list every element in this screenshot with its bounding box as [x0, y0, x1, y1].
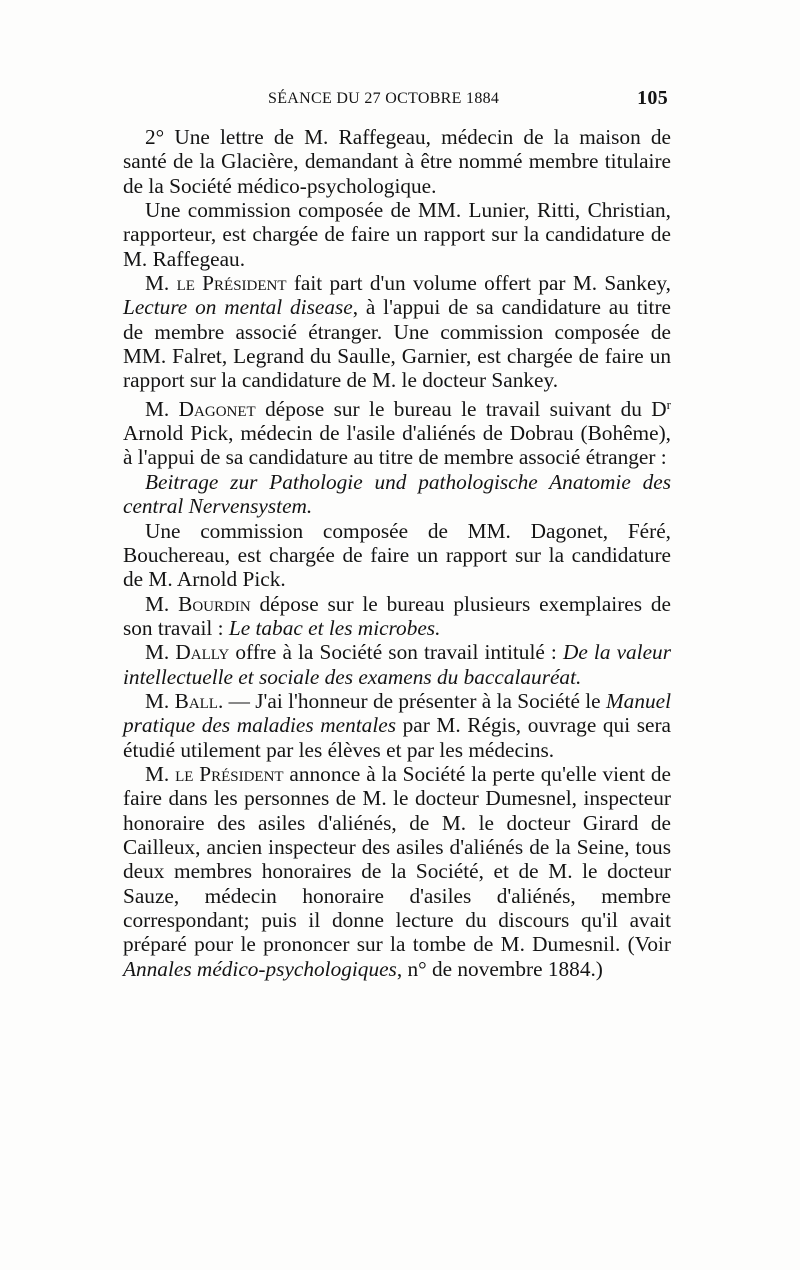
- speaker-prefix: M.: [145, 761, 170, 786]
- paragraph-text: par M. Régis, ouvrage qui sera étudié utilement par les élèves et par les médecins.: [123, 713, 671, 762]
- speaker-name: Ball.: [174, 688, 224, 713]
- superscript: r: [666, 396, 671, 412]
- paragraph-text: Arnold Pick, médecin de l'asile d'aliénés de Dobrau (Bohême), à l'appui de sa candidature au titre de membre associé étranger :: [123, 421, 671, 470]
- speaker-name: le Président: [175, 761, 284, 786]
- paragraph-text: 2° Une lettre de M. Raffegeau, médecin de la maison de santé de la Glacière, demandant à être nommé membre titulaire de la Société médico-psychologique.: [123, 125, 671, 198]
- speaker-name: Dagonet: [178, 396, 256, 421]
- paragraph-text: Une commission composée de MM. Dagonet, Féré, Bouchereau, est chargée de faire un rapport sur la candidature de M. Arnold Pick.: [123, 518, 671, 592]
- speaker-prefix: M.: [145, 591, 170, 616]
- paragraph-president-obituary: [123, 762, 671, 981]
- running-head: [268, 87, 668, 114]
- paragraph-dagonet: [123, 393, 671, 470]
- work-title: Annales médico-psychologiques: [123, 956, 397, 981]
- running-title: SÉANCE DU 27 OCTOBRE 1884: [268, 90, 500, 107]
- speaker-name: Dally: [175, 640, 230, 665]
- paragraph-sankey: [123, 271, 671, 393]
- speaker-name: le Président: [176, 271, 287, 296]
- paragraph-text: offre à la Société son travail intitulé :: [229, 640, 563, 665]
- paragraph-raffegeau-letter: [123, 125, 671, 198]
- paragraph-text: Une commission composée de MM. Lunier, Ritti, Christian, rapporteur, est chargée de faire un rapport sur la candidature de M. Raffegeau.: [123, 198, 671, 271]
- body-text: [123, 125, 671, 981]
- speaker-prefix: M.: [145, 688, 170, 713]
- paragraph-text: — J'ai l'honneur de présenter à la Société le: [223, 688, 606, 713]
- speaker-prefix: M.: [145, 640, 170, 665]
- speaker-prefix: M.: [145, 271, 170, 296]
- work-title: Manuel pratique des maladies mentales: [123, 688, 671, 738]
- paragraph-text: dépose sur le bureau plusieurs exemplaires de son travail :: [123, 591, 671, 640]
- page-number: 105: [637, 87, 668, 109]
- work-title: De la valeur intellectuelle et sociale des examens du baccalauréat.: [123, 640, 671, 689]
- paragraph-raffegeau-commission: [123, 198, 671, 271]
- work-title: Beitrage zur Pathologie und pathologische Anatomie des central Nervensystem.: [123, 469, 671, 519]
- work-title: Le tabac et les microbes.: [228, 615, 441, 640]
- paragraph-bourdin: [123, 592, 671, 641]
- speaker-name: Bourdin: [178, 591, 251, 616]
- paragraph-ball: [123, 689, 671, 762]
- paragraph-text: , à l'appui de sa candidature au titre de membre associé étranger. Une commission composée de MM. Falret, Legrand du Saulle, Garnier, est chargée de faire un rapport sur la candidature de M. le docteur Sankey.: [123, 295, 671, 393]
- paragraph-pick-commission: [123, 519, 671, 592]
- paragraph-text: fait part d'un volume offert par M. Sankey,: [286, 271, 671, 296]
- paragraph-dally: [123, 640, 671, 689]
- paragraph-text: dépose sur le bureau le travail suivant du D: [255, 396, 667, 421]
- paragraph-text: annonce à la Société la perte qu'elle vient de faire dans les personnes de M. le docteur Dumesnel, inspecteur honoraire des asiles d'aliénés, de M. le docteur Girard de Cailleux, ancien inspecteur des asiles d'aliénés de la Seine, tous deux membres honoraires de la Société, et de M. le docteur Sauze, médecin honoraire d'asiles d'aliénés, membre correspondant; puis il donne lecture du discours qu'il avait préparé pour le prononcer sur la tombe de M. Dumesnil. (Voir: [123, 761, 671, 957]
- speaker-prefix: M.: [145, 396, 170, 421]
- paragraph-text: , n° de novembre 1884.): [396, 956, 603, 981]
- cited-work-title: [123, 470, 671, 519]
- work-title: Lecture on mental disease: [123, 295, 353, 320]
